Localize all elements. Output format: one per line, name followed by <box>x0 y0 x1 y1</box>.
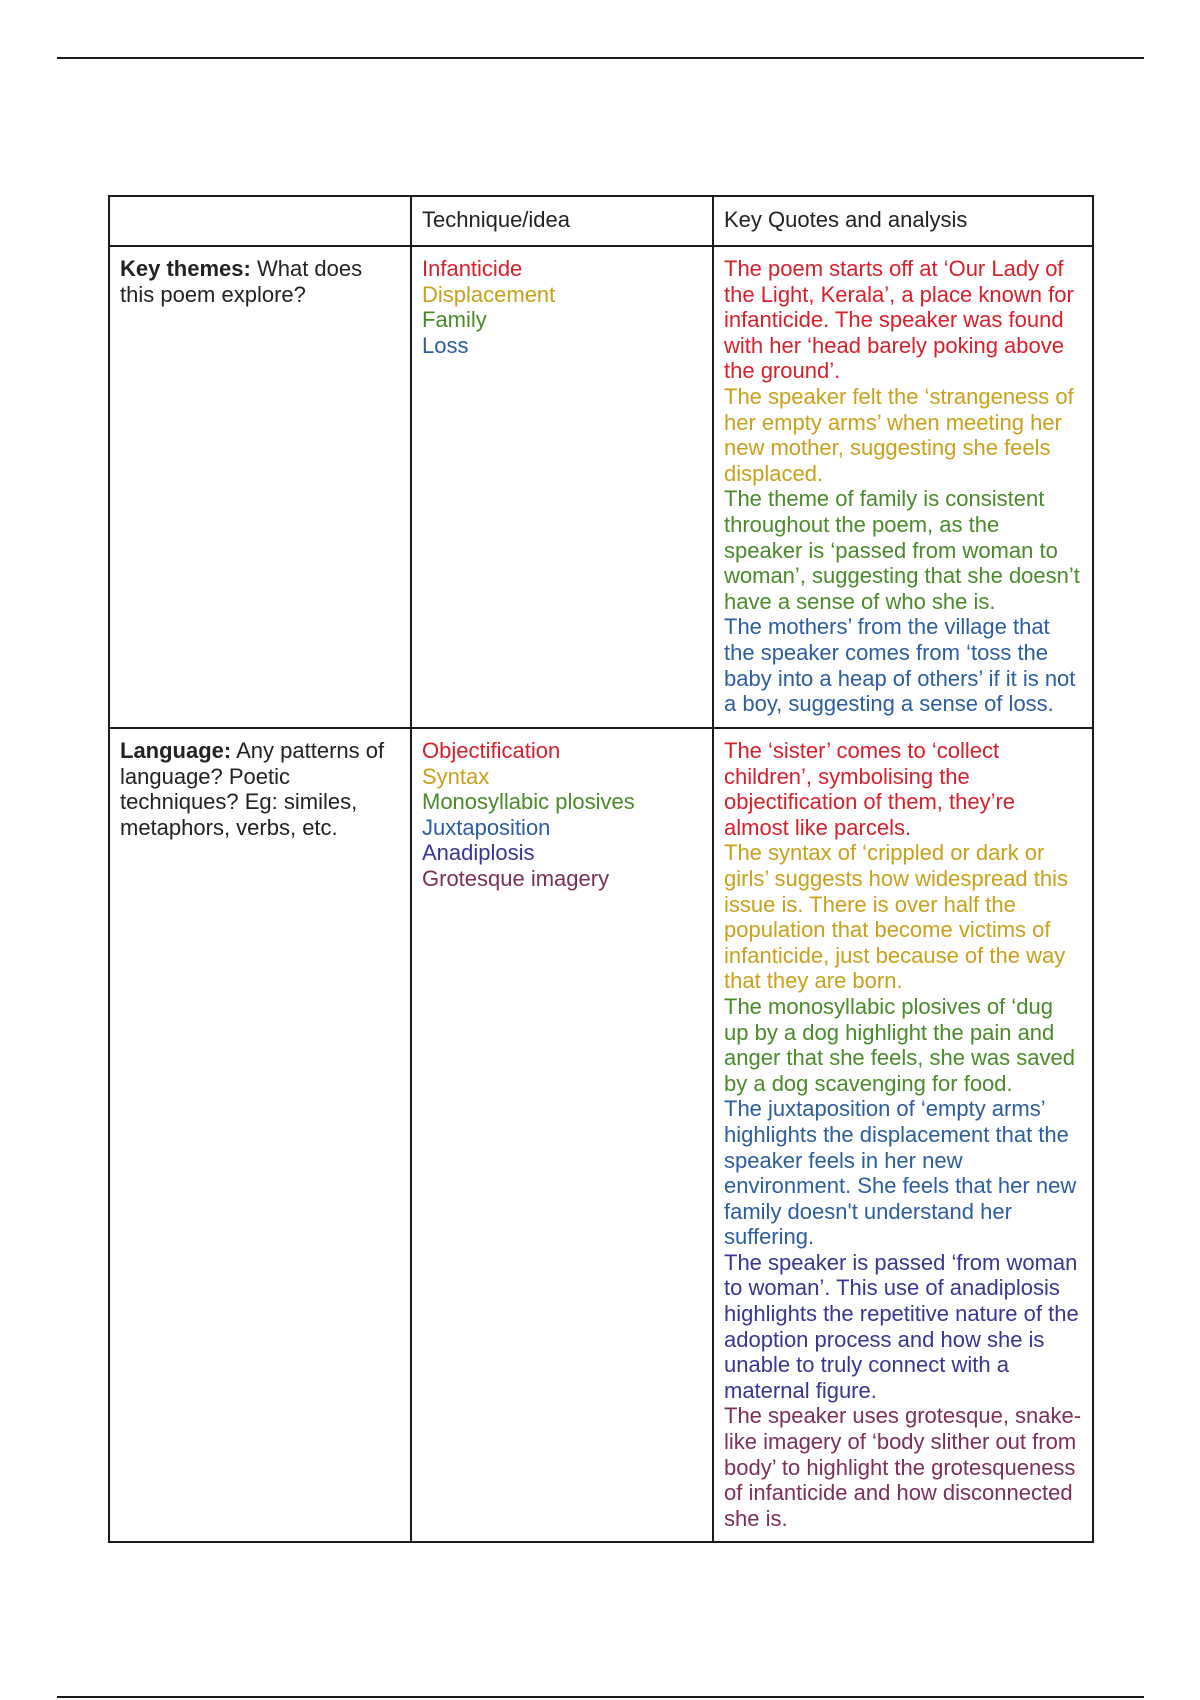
row-label-language <box>109 728 411 1542</box>
header-row <box>109 196 1093 246</box>
technique-item: Objectification <box>422 738 561 763</box>
analysis-table <box>108 195 1094 1543</box>
technique-list-language <box>411 728 713 1542</box>
row-label-text: What does this poem explore? <box>120 256 363 307</box>
technique-item: Grotesque imagery <box>422 865 610 891</box>
technique-list-key-themes <box>411 246 713 728</box>
row-label-bold: Language: <box>120 738 232 763</box>
analysis-paragraph: The monosyllabic plosives of ‘dug up by a dog highlight the pain and anger that she feels, she was saved by a dog scavenging for food. <box>724 993 1075 1096</box>
header-technique: Technique/idea <box>411 196 713 246</box>
analysis-list-key-themes <box>713 246 1093 728</box>
analysis-paragraph: The juxtaposition of ‘empty arms’ highlights the displacement that the speaker feels in her new environment. She feels that her new family doesn't understand her suffering. <box>724 1096 1077 1250</box>
technique-item: Family <box>422 307 487 333</box>
analysis-paragraph: The speaker is passed ‘from woman to woman’. This use of anadiplosis highlights the repetitive nature of the adoption process and how she is unable to truly connect with a maternal figure. <box>724 1249 1079 1403</box>
analysis-paragraph: The speaker felt the ‘strangeness of her empty arms’ when meeting her new mother, suggesting she feels displaced. <box>724 383 1074 486</box>
technique-item: Displacement <box>422 281 556 307</box>
technique-item: Syntax <box>422 763 490 789</box>
analysis-paragraph: The poem starts off at ‘Our Lady of the Light, Kerala’, a place known for infanticide. The speaker was found with her ‘head barely poking above the ground’. <box>724 256 1074 384</box>
row-label-text: Any patterns of language? Poetic techniques? Eg: similes, metaphors, verbs, etc. <box>120 738 385 840</box>
bottom-rule <box>57 1696 1144 1698</box>
row-label-bold: Key themes: <box>120 256 251 281</box>
analysis-paragraph: The theme of family is consistent throughout the poem, as the speaker is ‘passed from woman to woman’, suggesting that she doesn’t have a sense of who she is. <box>724 486 1080 614</box>
header-key-quotes: Key Quotes and analysis <box>713 196 1093 246</box>
analysis-list-language <box>713 728 1093 1542</box>
row-label-key-themes <box>109 246 411 728</box>
technique-item: Monosyllabic plosives <box>422 789 635 815</box>
table-row-key-themes <box>109 246 1093 728</box>
analysis-paragraph: The speaker uses grotesque, snake-like imagery of ‘body slither out from body’ to highlight the grotesqueness of infanticide and how disconnected she is. <box>724 1403 1082 1531</box>
technique-item: Anadiplosis <box>422 840 535 866</box>
technique-item: Infanticide <box>422 256 523 281</box>
technique-item: Loss <box>422 332 469 358</box>
technique-item: Juxtaposition <box>422 814 551 840</box>
header-cell-empty <box>109 196 411 246</box>
table-row-language <box>109 728 1093 1542</box>
top-rule <box>57 57 1144 59</box>
analysis-paragraph: The syntax of ‘crippled or dark or girls’ suggests how widespread this issue is. There is over half the population that become victims of infanticide, just because of the way that they are born. <box>724 840 1069 994</box>
analysis-paragraph: The mothers’ from the village that the speaker comes from ‘toss the baby into a heap of others’ if it is not a boy, suggesting a sense of loss. <box>724 614 1076 717</box>
analysis-paragraph: The ‘sister’ comes to ‘collect children’, symbolising the objectification of them, they’re almost like parcels. <box>724 738 1016 840</box>
